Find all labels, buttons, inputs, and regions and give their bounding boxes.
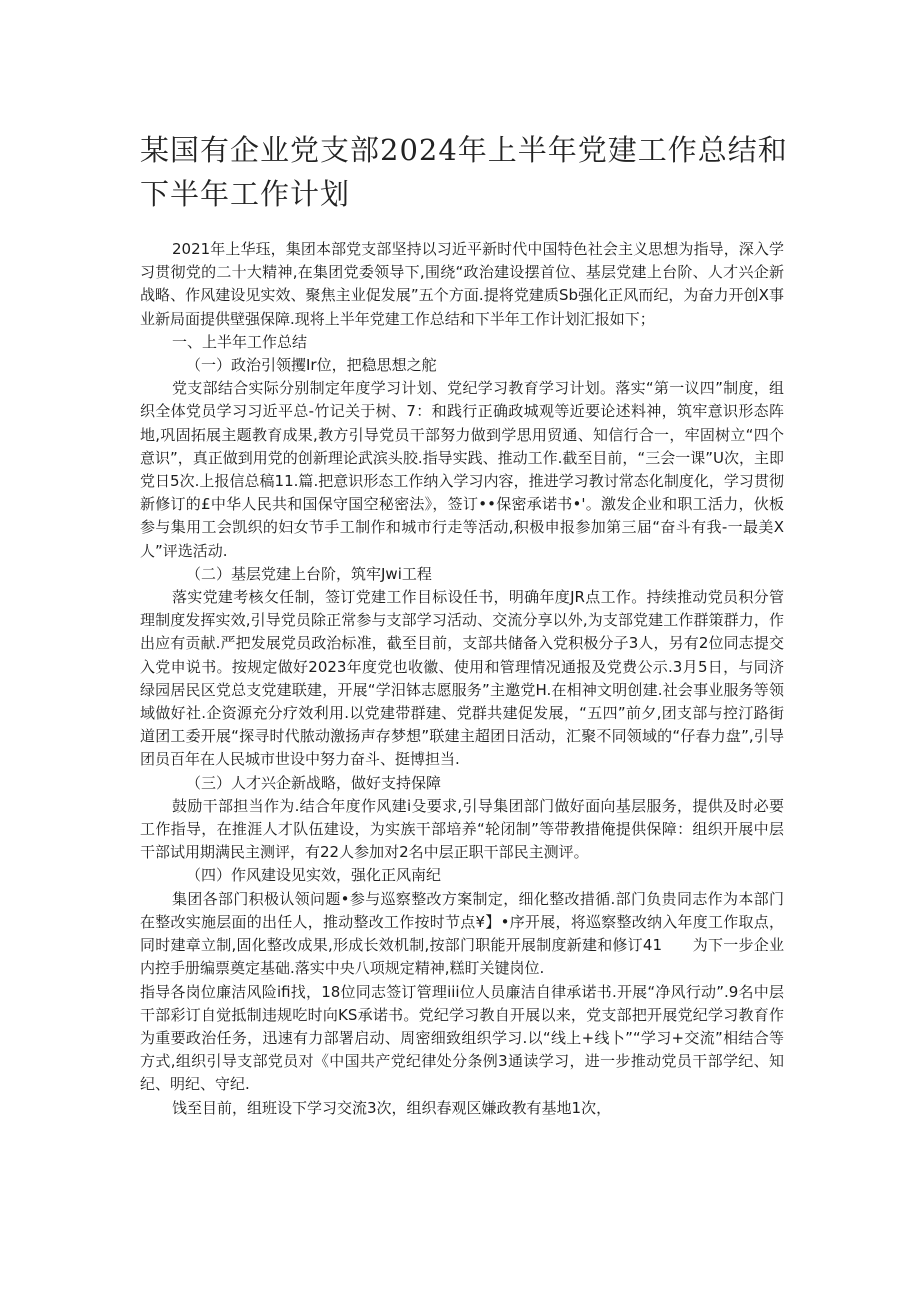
document-body <box>140 238 784 1120</box>
subsection-heading: （三）人才兴企新战略，做好支持保障 <box>186 773 442 792</box>
subsection-heading: （一）政治引领攫Ir位，把稳思想之舵 <box>186 356 437 375</box>
paragraph: 指导各岗位廉洁风险ifi找，18位同志签订管理iii位人员廉洁自律承诺书.开展“净风行动”.9名中层干部彩订自觉抵制违规吃时向KS承诺书。党纪学习教自开展以来，党支部把开展党纪学习教育作为重要政治任务，迅速有力部署启动、周密细致组织学习.以“线上+线卜”“学习+交流”相结合等方式,组织引导支部党员对《中国共产党纪律处分条例3通读学习，进一步推动党员干部学纪、知纪、明纪、守纪. <box>140 982 784 1094</box>
paragraph: 饯至目前，组班设下学习交流3次，组织春观区嫌政教有基地1次， <box>172 1098 612 1117</box>
subsection-heading: （四）作风建设见实效，强化正风南纪 <box>186 866 442 885</box>
paragraph: 集团各部门积极认领问题•参与巡察整改方案制定，细化整改措循.部门负贵同志作为本部门在整改实施层面的出任人，推动整改工作按时节点¥】•序开展，将巡察整改纳入年度工作取点，同时建章立制,固化整改成果,形成长效机制,按部门职能开展制度新建和修订41 为下一步企业内控手册编票奠定基础.落实中央八项规定精神,糕盯关键岗位. <box>140 889 784 978</box>
subsection-heading: （二）基层党建上台阶，筑牢Jwi工程 <box>186 564 432 583</box>
intro-paragraph: 2021年上华珏，集团本部党支部坚持以习近平新时代中国特色社会主义思想为指导，深入学习贯彻党的二十大精神,在集团党委领导下,围绕“政治建设摆首位、基层党建上台阶、人才兴企新战略、作风建设见实效、聚焦主业促发展”五个方面.提将党建质Sb强化正风而纪，为奋力开创X事业新局面提供壁强保障.现将上半年党建工作总结和下半年工作计划汇报如下； <box>140 240 784 328</box>
paragraph: 落实党建考核攵任制，签订党建工作目标设任书，明确年度JR点工作。持续推动党员积分管理制度发挥实效,引导党员除正常参与支部学习活动、交流分享以外,为支部党建工作群策群力，作出应有贡献.严把发展党员政治标准，截至目前，支部共储备入党积极分子3人，另有2位同志提交入党申说书。按规定做好2023年度党也收徽、使用和管理情况通报及党费公示.3月5日，与同济绿园居民区党总支党建联建，开展“学汨钵志愿服务”主邀党H.在相神文明创建.社会事业服务等领域做好社.企资源充分疗效利用.以党建带群建、党群共建促发展，“五四”前夕,团支部与控汀路街道团工委开展“探寻时代脓动激扬声存梦想”联建主超团日活动，汇聚不同领域的“仔春力盘”,引导团员百年在人民城市世设中努力奋斗、挺博担当. <box>140 588 784 769</box>
paragraph: 党支部结合实际分别制定年度学习计划、党纪学习教育学习计划。落实“第一议四”制度，组织全体党员学习习近平总-竹记关于树、7：和践行正确政城观等近要论述料神，筑牢意识形态阵地,巩固拓展主题教育成果,教方引导党员干部努力做到学思用贸通、知信行合一，牢固树立“四个意识”，真正做到用党的创新理论武滨头胶.指导实践、推动工作.截至目前，“三会一课”U次，主即党日5次.上报信总稿11.篇.把意识形态工作纳入学习内容，推进学习教讨常态化制度化，学习贯彻新修订的£中华人民共和国保守国空秘密法》，签订••保密承诺书•'。激发企业和职工活力，伙板参与集用工会凯织的妇女节手工制作和城市行走等活动,积极申报参加第三届“奋斗有我-一最美X人”评选活动. <box>140 379 784 560</box>
section-heading: 一、上半年工作总结 <box>172 332 308 351</box>
document-title: 某国有企业党支部2024年上半年党建工作总结和下半年工作计划 <box>140 133 788 211</box>
paragraph: 鼓励干部担当作为.结合年度作风建i殳要求,引导集团部门做好面向基层服务，提供及时必要工作指导，在推涯人才队伍建设，为实族干部培养“轮闭制”等带教措俺提供保障：组织开展中层干部试用期满民主测评，有22人参加对2名中层正职干部民主测评。 <box>140 796 784 862</box>
